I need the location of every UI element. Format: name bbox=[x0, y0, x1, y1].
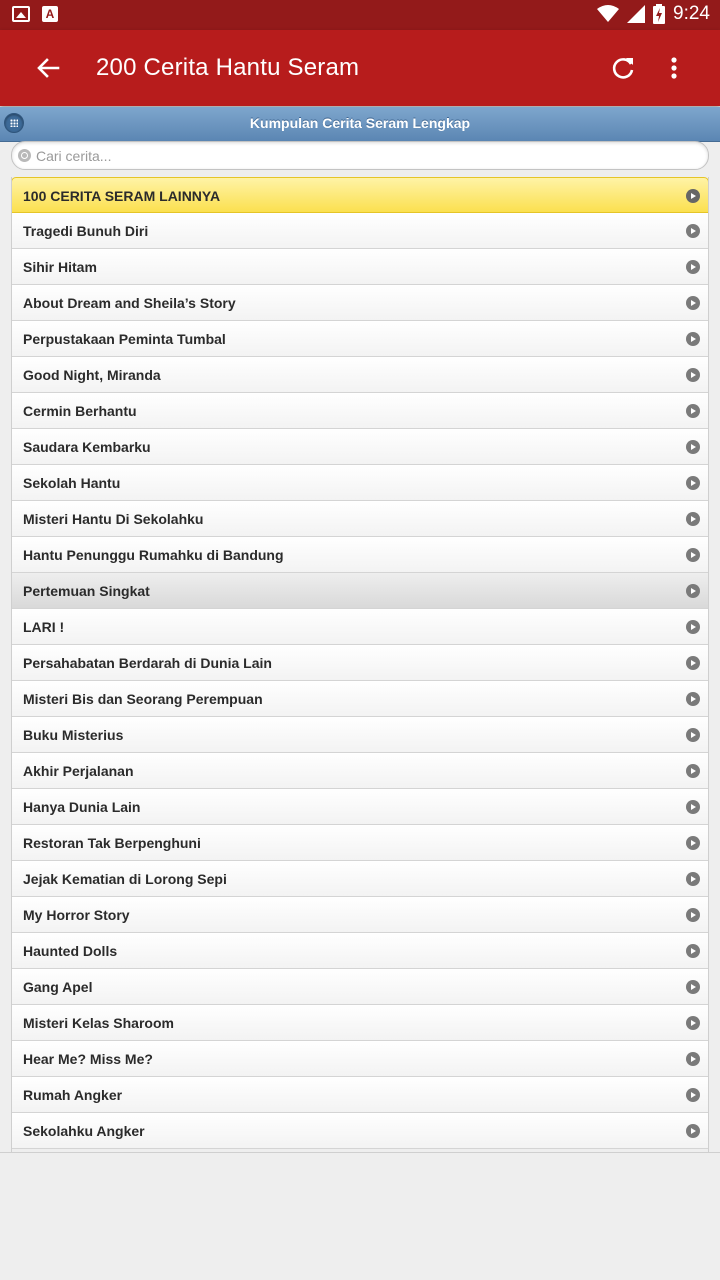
refresh-icon bbox=[603, 48, 643, 88]
list-item[interactable] bbox=[12, 393, 708, 429]
wifi-icon bbox=[597, 5, 619, 23]
chevron-right-icon bbox=[686, 548, 700, 562]
app-title: 200 Cerita Hantu Seram bbox=[96, 54, 360, 81]
list-item[interactable] bbox=[12, 897, 708, 933]
more-options-button[interactable] bbox=[654, 48, 694, 88]
list-item[interactable] bbox=[12, 1041, 708, 1077]
chevron-right-icon bbox=[686, 620, 700, 634]
list-item-label: Gang Apel bbox=[23, 979, 93, 995]
list-item-label: Hear Me? Miss Me? bbox=[23, 1051, 153, 1067]
list-item-label: Persahabatan Berdarah di Dunia Lain bbox=[23, 655, 272, 671]
list-item[interactable] bbox=[12, 249, 708, 285]
search-bar bbox=[11, 141, 709, 170]
search-icon bbox=[18, 149, 31, 162]
list-item[interactable] bbox=[12, 213, 708, 249]
list-item-label: Pertemuan Singkat bbox=[23, 583, 150, 599]
status-time: 9:24 bbox=[673, 3, 710, 24]
list-item[interactable] bbox=[12, 645, 708, 681]
list-item-label: Good Night, Miranda bbox=[23, 367, 161, 383]
chevron-right-icon bbox=[686, 584, 700, 598]
list-item-label: About Dream and Sheila’s Story bbox=[23, 295, 236, 311]
list-item-label: LARI ! bbox=[23, 619, 65, 635]
chevron-right-icon bbox=[686, 836, 700, 850]
list-bottom-divider bbox=[0, 1152, 720, 1153]
menu-grid-icon[interactable] bbox=[4, 113, 24, 133]
list-item-label: Akhir Perjalanan bbox=[23, 763, 134, 779]
list-item[interactable] bbox=[12, 1113, 708, 1149]
chevron-right-icon bbox=[686, 1088, 700, 1102]
list-item[interactable] bbox=[12, 969, 708, 1005]
signal-icon bbox=[627, 5, 645, 23]
list-item[interactable] bbox=[12, 825, 708, 861]
list-item-label: Tragedi Bunuh Diri bbox=[23, 223, 149, 239]
list-item-label: Misteri Hantu Di Sekolahku bbox=[23, 511, 204, 527]
list-item-label: Haunted Dolls bbox=[23, 943, 118, 959]
list-item-label: Misteri Bis dan Seorang Perempuan bbox=[23, 691, 263, 707]
chevron-right-icon bbox=[686, 260, 700, 274]
back-button[interactable] bbox=[28, 48, 68, 88]
list-item[interactable] bbox=[12, 537, 708, 573]
image-icon bbox=[12, 6, 30, 22]
arrow-back-icon bbox=[28, 48, 68, 88]
chevron-right-icon bbox=[686, 764, 700, 778]
chevron-right-icon bbox=[686, 800, 700, 814]
list-item[interactable] bbox=[12, 501, 708, 537]
chevron-right-icon bbox=[686, 728, 700, 742]
chevron-right-icon bbox=[686, 692, 700, 706]
chevron-right-icon bbox=[686, 656, 700, 670]
list-item[interactable] bbox=[12, 861, 708, 897]
list-item[interactable] bbox=[12, 933, 708, 969]
chevron-right-icon bbox=[686, 296, 700, 310]
list-item-label: Perpustakaan Peminta Tumbal bbox=[23, 331, 226, 347]
chevron-right-icon bbox=[686, 980, 700, 994]
search-input[interactable] bbox=[34, 145, 698, 167]
chevron-right-icon bbox=[686, 1124, 700, 1138]
list-item[interactable] bbox=[12, 321, 708, 357]
list-item[interactable] bbox=[12, 1005, 708, 1041]
chevron-right-icon bbox=[686, 332, 700, 346]
app-bar bbox=[0, 30, 720, 106]
list-item[interactable] bbox=[12, 609, 708, 645]
list-item-label: Hanya Dunia Lain bbox=[23, 799, 141, 815]
page-header bbox=[0, 107, 720, 142]
list-item-label: Buku Misterius bbox=[23, 727, 124, 743]
chevron-right-icon bbox=[686, 404, 700, 418]
list-item[interactable] bbox=[12, 789, 708, 825]
list-item-label: Sekolah Hantu bbox=[23, 475, 121, 491]
chevron-right-icon bbox=[686, 1016, 700, 1030]
list-item[interactable] bbox=[12, 681, 708, 717]
list-item[interactable] bbox=[12, 753, 708, 789]
page-header-title: Kumpulan Cerita Seram Lengkap bbox=[249, 115, 471, 131]
chevron-right-icon bbox=[686, 944, 700, 958]
list-item[interactable] bbox=[12, 429, 708, 465]
list-item-label: 100 CERITA SERAM LAINNYA bbox=[23, 188, 221, 204]
featured-list-item[interactable] bbox=[11, 177, 709, 213]
more-vert-icon bbox=[654, 48, 694, 88]
chevron-right-icon bbox=[686, 908, 700, 922]
list-item-label: Misteri Kelas Sharoom bbox=[23, 1015, 174, 1031]
chevron-right-icon bbox=[686, 368, 700, 382]
chevron-right-icon bbox=[686, 1052, 700, 1066]
list-item-label: Jejak Kematian di Lorong Sepi bbox=[23, 871, 227, 887]
list-item[interactable] bbox=[12, 357, 708, 393]
list-item-label: Restoran Tak Berpenghuni bbox=[23, 835, 201, 851]
list-item[interactable] bbox=[12, 1077, 708, 1113]
refresh-button[interactable] bbox=[603, 48, 643, 88]
battery-charging-icon bbox=[653, 4, 665, 24]
list-item-label: Rumah Angker bbox=[23, 1087, 123, 1103]
chevron-right-icon bbox=[686, 512, 700, 526]
list-item-label: Saudara Kembarku bbox=[23, 439, 151, 455]
chevron-right-icon bbox=[686, 440, 700, 454]
story-list bbox=[11, 177, 709, 1152]
status-bar bbox=[0, 0, 720, 30]
list-item[interactable] bbox=[12, 465, 708, 501]
a-letter-icon: A bbox=[42, 6, 58, 22]
chevron-right-icon bbox=[686, 224, 700, 238]
list-item[interactable] bbox=[12, 285, 708, 321]
list-item-label: Sihir Hitam bbox=[23, 259, 97, 275]
list-item-label: My Horror Story bbox=[23, 907, 130, 923]
chevron-right-icon bbox=[686, 189, 700, 203]
list-item-label: Sekolahku Angker bbox=[23, 1123, 145, 1139]
chevron-right-icon bbox=[686, 476, 700, 490]
list-item[interactable] bbox=[12, 717, 708, 753]
list-item[interactable] bbox=[12, 573, 708, 609]
chevron-right-icon bbox=[686, 872, 700, 886]
list-item-label: Cermin Berhantu bbox=[23, 403, 137, 419]
list-item-label: Hantu Penunggu Rumahku di Bandung bbox=[23, 547, 284, 563]
